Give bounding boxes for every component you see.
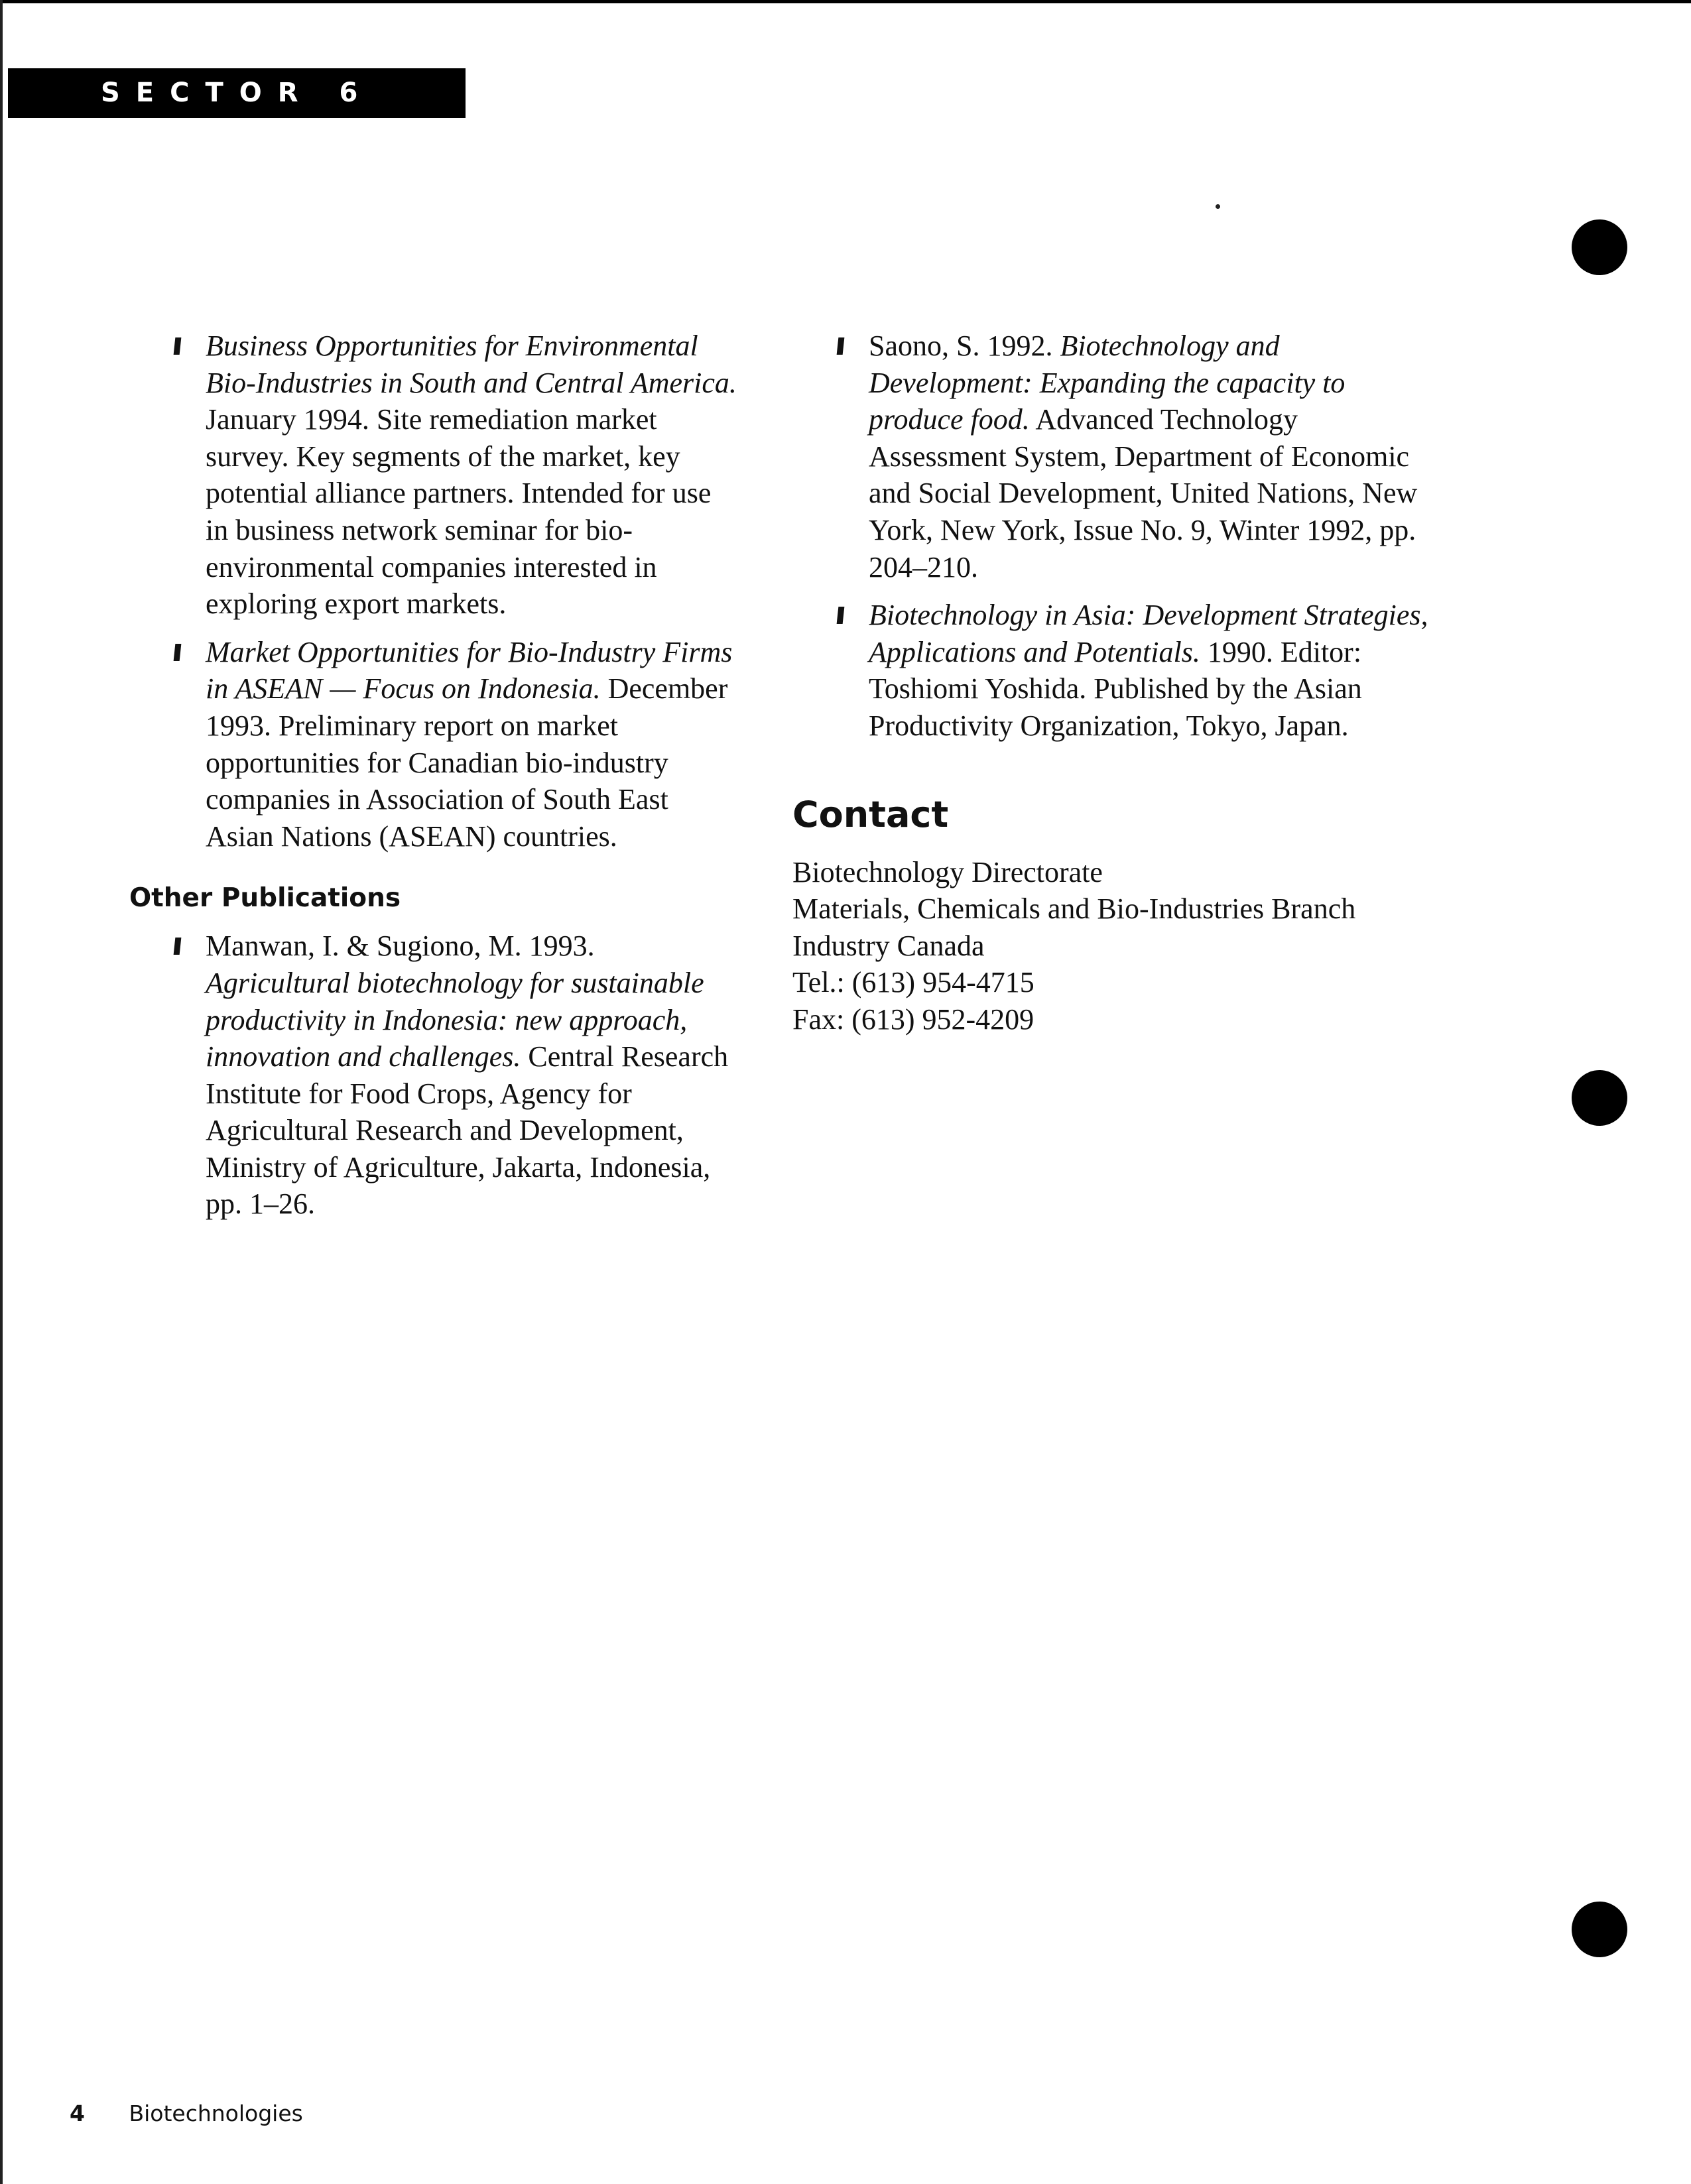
right-column — [792, 328, 1429, 1038]
publication-title: Agricultural biotechnology for sustainable productivity in Indonesia: new approach, innovation and challenges. — [206, 966, 704, 1073]
contact-branch: Materials, Chemicals and Bio-Industries Branch — [792, 892, 1356, 926]
binder-hole-bottom — [1572, 1902, 1627, 1957]
publication-list — [716, 328, 1429, 745]
page-number: 4 — [70, 2100, 85, 2126]
top-border — [0, 0, 1691, 3]
publication-details: 1990. Editor: Toshiomi Yoshida. Published by the Asian Productivity Organization, Tokyo, Japan. — [869, 635, 1362, 742]
sector-banner — [8, 68, 466, 118]
publication-title: Biotechnology in Asia: Development Strategies, Applications and Potentials. — [869, 599, 1428, 668]
contact-directorate: Biotechnology Directorate — [792, 855, 1103, 888]
page-footer — [70, 2100, 303, 2127]
publication-details: Advanced Technology Assessment System, Department of Economic and Social Development, United Nations, New York, New York, Issue No. 9, Winter 1992, pp. 204–210. — [869, 403, 1418, 583]
other-publications-list — [129, 928, 739, 1223]
contact-department: Industry Canada — [792, 929, 985, 962]
publication-title: Business Opportunities for Environmental Bio-Industries in South and Central America. — [206, 330, 737, 399]
publication-list — [129, 328, 739, 855]
publication-author: Saono, S. 1992. — [869, 330, 1053, 362]
scan-speck — [1216, 204, 1220, 209]
left-column — [129, 328, 739, 1234]
publication-details: December 1993. Preliminary report on market opportunities for Canadian bio-industry companies in Association of South East Asian Nations (ASEAN) countries. — [206, 672, 728, 853]
contact-fax: Fax: (613) 952-4209 — [792, 1002, 1034, 1036]
publication-details: January 1994. Site remediation market survey. Key segments of the market, key potential alliance partners. Intended for use in business network seminar for bio-environmental companies interested in exploring export markets. — [206, 403, 712, 621]
list-item — [792, 597, 1429, 744]
bullet-icon — [837, 337, 845, 355]
publication-details: Central Research Institute for Food Crops, Agency for Agricultural Research and Development, Ministry of Agriculture, Jakarta, Indonesia, pp. 1–26. — [206, 1040, 729, 1221]
bullet-icon — [174, 644, 182, 661]
bullet-icon — [174, 337, 182, 355]
publication-author: Manwan, I. & Sugiono, M. 1993. — [206, 930, 595, 963]
contact-telephone: Tel.: (613) 954-4715 — [792, 966, 1034, 999]
publication-title: Market Opportunities for Bio-Industry Firms in ASEAN — Focus on Indonesia. — [206, 635, 733, 705]
list-item — [129, 928, 739, 1223]
other-publications-heading: Other Publications — [129, 883, 401, 914]
list-item — [129, 634, 739, 855]
sector-label: SECTOR 6 — [101, 78, 374, 108]
binder-hole-middle — [1572, 1070, 1627, 1126]
left-border — [0, 0, 3, 2184]
contact-heading: Contact — [792, 793, 949, 835]
bullet-icon — [174, 938, 182, 955]
binder-hole-top — [1572, 219, 1627, 275]
publication-title: Biotechnology and Development: Expanding the capacity to produce food. — [869, 330, 1346, 436]
contact-block — [792, 854, 1429, 1038]
list-item — [792, 328, 1429, 585]
bullet-icon — [837, 607, 845, 624]
list-item — [129, 328, 739, 623]
running-title: Biotechnologies — [129, 2100, 303, 2126]
